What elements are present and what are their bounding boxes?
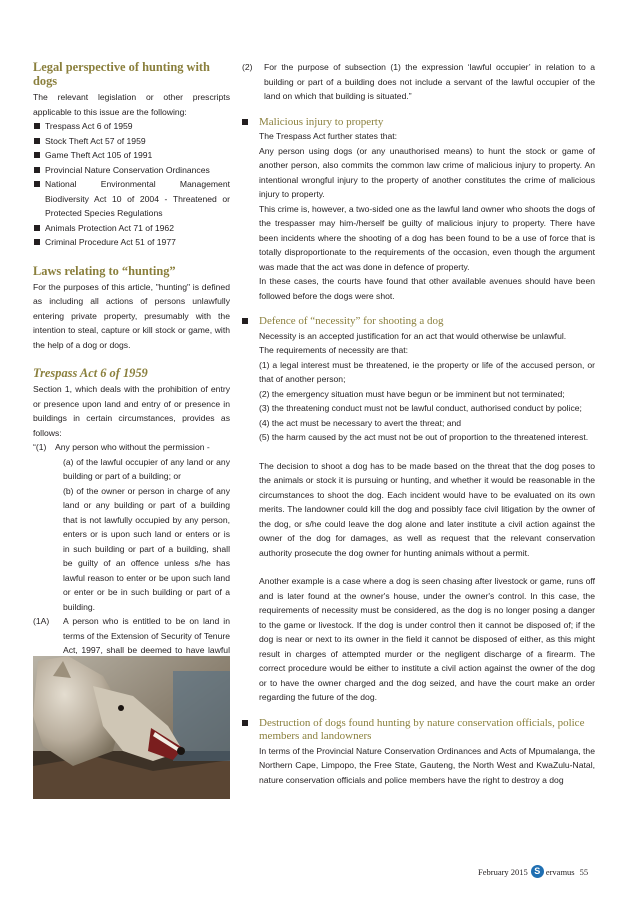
paragraph: In terms of the Provincial Nature Conservation Ordinances and Acts of Mpumalanga, the Northern Cape, Limpopo, the Free State, Gauteng, the North West and KwaZulu-Natal, nature conservation officials and police members have the right to destroy a dog: [259, 745, 595, 785]
heading-trespass-act: Trespass Act 6 of 1959: [33, 366, 148, 380]
left-column: [33, 60, 230, 672]
requirement-item: (4) the act must be necessary to avert the threat; and: [259, 417, 462, 428]
heading-legal-perspective: Legal perspective of hunting with dogs: [33, 60, 210, 88]
page-footer: [478, 865, 588, 878]
list-item: Stock Theft Act 57 of 1959: [33, 134, 230, 149]
subsection-text: For the purpose of subsection (1) the expression ‘lawful occupier’ in relation to a building or part of a building does not include a servant of the lawful occupier of the land on which that building is situated.”: [264, 62, 595, 101]
heading-destruction-of-dogs: Destruction of dogs found hunting by nature conservation officials, police members and landowners: [259, 716, 585, 742]
paragraph: The decision to shoot a dog has to be made based on the threat that the dog poses to the animals or stock it is pursuing or hunting, and whether it would be reasonable in the circumstances to shoot the dog. Each incident would have to be evaluated on its own merits. The landowner could kill the dog and possibly face civil litigation by the owner of the dog, or s/he could leave the dog alone and later institute a civil action against the owner of the dog for damages, as well as request that the relevant conservation authority prosecute the dog owner for hunting animals without a permit.: [259, 460, 595, 558]
dog-photo-illustration: [33, 656, 230, 799]
section-malicious-injury: [242, 116, 595, 304]
heading-malicious-injury: Malicious injury to property: [259, 115, 384, 128]
list-item: Trespass Act 6 of 1959: [33, 119, 230, 134]
requirement-item: (2) the emergency situation must have begun or be imminent but not terminated;: [259, 388, 565, 399]
subsection-2: [242, 60, 595, 104]
hunting-definition: For the purposes of this article, "hunting" is defined as including all actions of persons unlawfully entering private property, presumably with the intention to steal, capture or kill stock or game, with the help of a dog or dogs.: [33, 281, 230, 350]
list-item: Criminal Procedure Act 51 of 1977: [33, 235, 230, 250]
paragraph: Another example is a case where a dog is seen chasing after livestock or game, runs off and is later found at the owner's house, under the owner's control. In this case, the requirements of necessity must be considered, as the dog is no longer posing a danger to the game or livestock. If the dog is under control then it cannot be disposed of; if the dog is near or next to its owner in the field it cannot be disposed of either, as this might result in charges of attempted murder or the negligent discharge of a firearm. The correct procedure would be either to institute a civil action against the owner of the dog or to have the owner charged and the dog seized, and have the court make an order regarding the future of the dog.: [259, 576, 595, 702]
magazine-name: ervamus: [545, 866, 575, 877]
snarling-dog-photo: [33, 656, 230, 799]
subsection-1b-text: (b) of the owner or person in charge of any land or any building or part of a building that is not lawfully occupied by any person, enters or is upon such land or enters or is in such building or part of a building, shall be guilty of an offence unless s/he has lawful reason to enter or be upon such land or enter or be in such building or part of a building.: [63, 485, 230, 612]
list-item: Animals Protection Act 71 of 1962: [33, 221, 230, 236]
issue-date: February 2015: [478, 866, 528, 877]
subsection-number: “(1): [33, 442, 47, 452]
bullet-square-icon: [242, 119, 248, 125]
subsection-1a-text: (a) of the lawful occupier of any land or any building or part of a building; or: [63, 456, 230, 481]
laws-list: [33, 119, 230, 250]
subsection-text: A person who is entitled to be on land in terms of the Extension of Security of Tenure Act, 1997, shall be deemed to have lawful: [63, 616, 230, 655]
list-item: National Environmental Management Biodiversity Act 10 of 2004 - Threatened or Protected Species Regulations: [33, 177, 230, 221]
subsection-1: [33, 440, 230, 614]
requirement-item: (1) a legal interest must be threatened, ie the property or life of the accused person, or that of another person;: [259, 359, 595, 384]
heading-laws-hunting: Laws relating to “hunting”: [33, 263, 176, 278]
bullet-square-icon: [242, 318, 248, 324]
bullet-square-icon: [242, 720, 248, 726]
servamus-logo-icon: S: [531, 865, 544, 878]
heading-defence-necessity: Defence of “necessity” for shooting a dog: [259, 315, 444, 327]
section-destruction-of-dogs: [242, 717, 595, 788]
page-number: 55: [579, 866, 589, 877]
intro-paragraph: The relevant legislation or other prescripts applicable to this issue are the following:: [33, 92, 230, 117]
requirement-item: (5) the harm caused by the act must not be out of proportion to the threatened interest.: [259, 432, 589, 442]
subsection-text: Any person who without the permission -: [55, 442, 210, 452]
paragraph: The Trespass Act further states that:: [259, 131, 398, 141]
requirement-item: (3) the threatening conduct must not be lawful conduct, authorised conduct by police;: [259, 403, 582, 413]
paragraph: Necessity is an accepted justification for an act that would otherwise be unlawful.: [259, 330, 567, 341]
section-defence-necessity: [242, 315, 595, 705]
list-item: Game Theft Act 105 of 1991: [33, 148, 230, 163]
paragraph: The requirements of necessity are that:: [259, 345, 409, 355]
section1-paragraph: Section 1, which deals with the prohibition of entry or presence upon land and entry of or presence in buildings in certain circumstances, provides as follows:: [33, 384, 230, 438]
subsection-number: (1A): [33, 616, 50, 626]
paragraph: Any person using dogs (or any unauthorised means) to hunt the stock or game of another person, also commits the common law crime of malicious injury to property. An intentional wrongful injury to the property of another constitutes the crime of malicious injury to property.: [259, 145, 595, 199]
list-item: Provincial Nature Conservation Ordinances: [33, 163, 230, 178]
paragraph: This crime is, however, a two-sided one as the lawful land owner who shoots the dogs of the trespasser may him-/herself be guilty of malicious injury to property. There have been incidents where the shooting of a dog has been found to be a use of force that is totally disproportionate to the requirements of the occasion, even though the argument was made that the act was done in defence of property.: [259, 203, 595, 272]
right-column: [242, 60, 595, 787]
paragraph: In these cases, the courts have found that other available avenues should have been followed before the dogs were shot.: [259, 276, 595, 301]
subsection-number: (2): [242, 62, 253, 72]
